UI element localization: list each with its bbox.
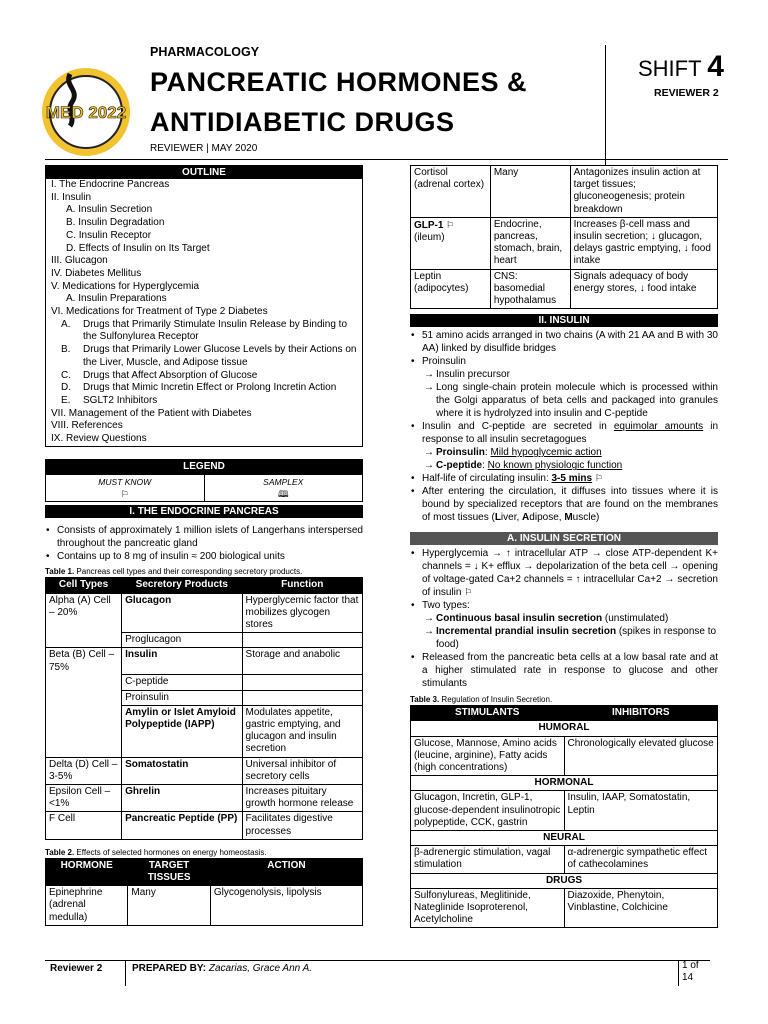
inhibitor-cell: Diazoxide, Phenytoin, Vinblastine, Colchicine	[564, 888, 718, 928]
outline-marker: A.	[61, 318, 71, 330]
text: Half-life of circulating insulin:	[422, 473, 552, 485]
outline-item: A. Insulin Preparations	[66, 293, 167, 305]
outline-marker: B.	[61, 344, 71, 356]
table-cell: Alpha (A) Cell – 20%	[46, 593, 122, 633]
table-cell: Cortisol (adrenal cortex)	[411, 166, 491, 218]
table-2-continued	[410, 165, 718, 309]
text: uscle)	[572, 512, 600, 524]
flag-icon: ⚐	[120, 489, 129, 500]
stimulant-cell: Glucose, Mannose, Amino acids (leucine, arginine), Fatty acids (high concentrations)	[411, 736, 565, 776]
section-2-bullets-c	[410, 472, 718, 524]
text: Incremental prandial insulin secretion	[436, 626, 617, 638]
table-row	[46, 812, 363, 839]
right-column	[410, 165, 718, 928]
table-3	[410, 705, 718, 928]
samplex-label: SAMPLEX	[263, 476, 304, 487]
outline-marker: D.	[61, 382, 71, 394]
table-cell: CNS: basomedial hypothalamus	[490, 269, 570, 309]
outline-item	[46, 382, 362, 395]
table-cell: Endocrine, pancreas, stomach, brain, heart	[490, 217, 570, 269]
legend-samplex	[204, 474, 363, 501]
caption-text: Effects of selected hormones on energy homeostasis.	[74, 847, 267, 857]
outline-marker: E.	[61, 394, 71, 406]
text: M	[564, 512, 573, 524]
subject-label: PHARMACOLOGY	[150, 45, 260, 59]
footer-separator	[678, 960, 679, 986]
outline-item: A. Insulin Secretion	[66, 204, 153, 216]
table-cell: Storage and anabolic	[242, 648, 362, 675]
table-cell: Increases β-cell mass and insulin secretion; ↓ glucagon, delays gastric emptying, ↓ food intake	[570, 217, 717, 269]
outline-marker: C.	[61, 369, 71, 381]
section-2a-bullets-b	[410, 651, 718, 690]
table-cell: Somatostatin	[122, 757, 242, 784]
column-header: Function	[242, 578, 362, 593]
table-cell	[411, 217, 491, 269]
header-divider	[45, 159, 728, 160]
table-header-row	[411, 706, 718, 721]
table-header-row	[46, 578, 363, 593]
table-2-caption	[45, 848, 363, 857]
reviewer-label: REVIEWER 2	[654, 87, 719, 99]
table-header-row	[46, 858, 363, 885]
outline-item: V. Medications for Hyperglycemia	[51, 280, 200, 292]
list-item	[410, 420, 718, 446]
table-row	[411, 166, 718, 218]
list-item	[410, 485, 718, 524]
outline-item	[46, 319, 362, 344]
group-header: HUMORAL	[411, 721, 718, 736]
table-cell: Many	[128, 886, 210, 926]
table-cell: Proinsulin	[122, 690, 242, 705]
text: in response to all insulin secretagogues	[422, 421, 719, 446]
section-2-bullets	[410, 329, 718, 368]
arrow-item: → C-peptide: No known physiologic function	[410, 459, 718, 472]
text: After entering the circulation, it diffuses into tissues where it is bound by specialized receptors that are found on the membranes of most tissues (	[422, 486, 718, 524]
table-cell: Ghrelin	[122, 784, 242, 811]
text: dipose,	[529, 512, 565, 524]
table-row	[411, 791, 718, 831]
text: L	[494, 512, 501, 524]
med-2022-logo	[40, 66, 132, 158]
title-line-2: ANTIDIABETIC DRUGS	[150, 107, 455, 137]
text: 3-5 mins	[551, 473, 593, 485]
arrow-item: → Proinsulin: Mild hypoglycemic action	[410, 446, 718, 459]
text: Mild hypoglycemic action	[490, 447, 602, 459]
section-2-heading: II. INSULIN	[410, 314, 718, 327]
table-cell: Universal inhibitor of secretory cells	[242, 757, 362, 784]
page-total: 14	[682, 972, 694, 983]
outline-item: III. Glucagon	[51, 255, 108, 267]
table-cell: Signals adequacy of body energy stores, ↓ food intake	[570, 269, 717, 309]
caption-text: Regulation of Insulin Secretion.	[439, 695, 553, 705]
inhibitor-cell: α-adrenergic sympathetic effect of cathecolamines	[564, 846, 718, 873]
table-1	[45, 577, 363, 839]
table-row	[46, 648, 363, 675]
document-date: REVIEWER | MAY 2020	[150, 143, 258, 154]
outline-item: IX. Review Questions	[51, 433, 147, 445]
group-header: HORMONAL	[411, 776, 718, 791]
text: equimolar amounts	[613, 421, 704, 433]
outline-box	[45, 165, 363, 447]
text: A	[522, 512, 530, 524]
outline-item	[46, 344, 362, 369]
arrow-item	[410, 625, 718, 651]
caption-bold: Table 3.	[410, 695, 440, 705]
flag-icon: ⚐	[443, 219, 455, 230]
shift-text: SHIFT	[638, 56, 702, 81]
table-cell: Insulin	[122, 648, 242, 675]
legend-heading: LEGEND	[46, 459, 363, 474]
table-row	[46, 705, 363, 757]
table-cell: Epinephrine (adrenal medulla)	[46, 886, 128, 926]
table-cell: Pancreatic Peptide (PP)	[122, 812, 242, 839]
page-text: 1 of	[682, 960, 699, 971]
section-2a-bullets	[410, 547, 718, 612]
table-row	[46, 675, 363, 690]
outline-item: D. Effects of Insulin on Its Target	[66, 242, 210, 254]
outline-heading: OUTLINE	[46, 166, 362, 179]
column-header: Cell Types	[46, 578, 122, 593]
column-header: HORMONE	[46, 858, 128, 885]
text: Hyperglycemia → ↑ intracellular ATP → close ATP-dependent K+ channels = ↓ K+ efflux → depolarization of the beta cell → opening of voltage-gated Ca+2 channels = ↑ intracellular Ca+2 → secretion of insulin	[422, 548, 718, 599]
table-cell: Glucagon	[122, 593, 242, 633]
table-cell: Epsilon Cell – <1%	[46, 784, 122, 811]
list-item: • Consists of approximately 1 million islets of Langerhans interspersed throughout the pancreatic gland	[45, 524, 363, 550]
outline-text: Drugs that Affect Absorption of Glucose	[83, 369, 258, 381]
table-cell: C-peptide	[122, 675, 242, 690]
table-3-caption	[410, 695, 718, 704]
outline-item: C. Insulin Receptor	[66, 229, 152, 241]
stimulant-cell: Sulfonylureas, Meglitinide, Nateglinide Isoproterenol, Acetylcholine	[411, 888, 565, 928]
table-row	[46, 886, 363, 926]
table-cell: Increases pituitary growth hormone release	[242, 784, 362, 811]
list-item: • 51 amino acids arranged in two chains (A with 21 AA and B with 30 AA) linked by disulfide bridges	[410, 329, 718, 355]
document-title	[150, 62, 527, 142]
left-column	[45, 165, 363, 926]
list-item: • Released from the pancreatic beta cells at a low basal rate and at a higher stimulated rate in response to glucose and other stimulants	[410, 651, 718, 690]
outline-item: VII. Management of the Patient with Diabetes	[51, 407, 252, 419]
table-group-row	[411, 873, 718, 888]
footer-page-number	[682, 960, 699, 984]
table-cell: Glycogenolysis, lipolysis	[210, 886, 362, 926]
shift-label	[638, 50, 724, 84]
hormone-source: (ileum)	[414, 232, 445, 244]
table-row	[46, 593, 363, 633]
outline-item: B. Insulin Degradation	[66, 217, 165, 229]
table-row	[411, 269, 718, 309]
section-2-bullets-b	[410, 420, 718, 446]
outline-text: Drugs that Primarily Stimulate Insulin Release by Binding to the Sulfonylurea Receptor	[83, 318, 348, 343]
table-cell	[46, 633, 122, 648]
table-group-row	[411, 831, 718, 846]
column-header: INHIBITORS	[564, 706, 718, 721]
table-cell: Many	[490, 166, 570, 218]
text: No known physiologic function	[487, 460, 623, 472]
table-2	[45, 858, 363, 926]
table-cell: Hyperglycemic factor that mobilizes glycogen stores	[242, 593, 362, 633]
list-item	[410, 547, 718, 599]
column-header: Secretory Products	[122, 578, 242, 593]
stimulant-cell: β-adrenergic stimulation, vagal stimulation	[411, 846, 565, 873]
table-row	[411, 736, 718, 776]
column-header: TARGET TISSUES	[128, 858, 210, 885]
table-cell: Facilitates digestive processes	[242, 812, 362, 839]
table-row	[46, 757, 363, 784]
table-cell: Antagonizes insulin action at target tissues; gluconeogenesis; protein breakdown	[570, 166, 717, 218]
outline-item: VIII. References	[51, 420, 123, 432]
group-header: NEURAL	[411, 831, 718, 846]
outline-item: I. The Endocrine Pancreas	[51, 179, 170, 190]
table-cell	[46, 690, 122, 705]
outline-item	[46, 395, 362, 408]
column-header: STIMULANTS	[411, 706, 565, 721]
list-item: • Contains up to 8 mg of insulin ≈ 200 biological units	[45, 550, 363, 563]
outline-item: VI. Medications for Treatment of Type 2 Diabetes	[51, 306, 268, 318]
footer-reviewer: Reviewer 2	[50, 963, 103, 974]
text: Continuous basal insulin secretion	[436, 613, 603, 625]
flag-icon: ⚐	[464, 587, 473, 598]
outline-item	[46, 370, 362, 383]
outline-list	[46, 179, 362, 446]
text: (spikes in response to food)	[436, 626, 717, 651]
table-group-row	[411, 776, 718, 791]
must-know-label: MUST KNOW	[98, 476, 152, 487]
group-header: DRUGS	[411, 873, 718, 888]
table-cell: Delta (D) Cell – 3-5%	[46, 757, 122, 784]
table-cell	[242, 675, 362, 690]
logo-text: MED 2022	[45, 103, 127, 122]
table-row	[46, 784, 363, 811]
outline-item: IV. Diabetes Mellitus	[51, 267, 142, 279]
outline-item: II. Insulin	[51, 191, 92, 203]
text: Proinsulin	[436, 447, 485, 459]
text: iver,	[500, 512, 523, 524]
stimulant-cell: Glucagon, Incretin, GLP-1, glucose-dependent insulinotropic polypeptide, CCK, gastrin	[411, 791, 565, 831]
book-icon: 🕮	[277, 489, 289, 500]
footer-divider	[45, 960, 710, 961]
section-1-bullets	[45, 524, 363, 563]
prepared-name: Zacarias, Grace Ann A.	[206, 963, 313, 974]
table-row	[411, 888, 718, 928]
table-row	[411, 846, 718, 873]
table-cell	[242, 690, 362, 705]
list-item: • Proinsulin	[410, 355, 718, 368]
title-line-1: PANCREATIC HORMONES &	[150, 67, 528, 97]
table-row	[411, 217, 718, 269]
text: C-peptide	[436, 460, 483, 472]
text: Insulin and C-peptide are secreted in	[422, 421, 614, 433]
footer-prepared-by	[132, 963, 312, 974]
section-2a-heading: A. INSULIN SECRETION	[410, 532, 718, 545]
table-cell: Beta (B) Cell – 75%	[46, 648, 122, 675]
table-row	[46, 690, 363, 705]
table-cell: F Cell	[46, 812, 122, 839]
table-cell	[46, 705, 122, 757]
inhibitor-cell: Insulin, IAAP, Somatostatin, Leptin	[564, 791, 718, 831]
table-cell	[46, 675, 122, 690]
hormone-name: GLP-1	[414, 219, 444, 231]
flag-icon: ⚐	[594, 473, 603, 484]
arrow-item: → Insulin precursor	[410, 368, 718, 381]
inhibitor-cell: Chronologically elevated glucose	[564, 736, 718, 776]
outline-text: SGLT2 Inhibitors	[83, 394, 158, 406]
caption-text: Pancreas cell types and their corresponding secretory products.	[74, 567, 303, 577]
table-cell: Proglucagon	[122, 633, 242, 648]
caption-bold: Table 1.	[45, 567, 75, 577]
arrow-item	[410, 612, 718, 625]
arrow-item: → Long single-chain protein molecule which is processed within the Golgi apparatus of beta cells and packaged into granules where it is hydrolyzed into insulin and C-peptide	[410, 381, 718, 420]
legend-must-know	[46, 474, 205, 501]
table-cell: Modulates appetite, gastric emptying, and glucagon and insulin secretion	[242, 705, 362, 757]
table-cell	[242, 633, 362, 648]
table-cell: Leptin (adipocytes)	[411, 269, 491, 309]
table-cell: Amylin or Islet Amyloid Polypeptide (IAPP)	[122, 705, 242, 757]
outline-text: Drugs that Mimic Incretin Effect or Prolong Incretin Action	[83, 382, 337, 394]
footer-separator	[125, 960, 126, 986]
prepared-label: PREPARED BY:	[132, 963, 207, 974]
shift-number: 4	[707, 50, 724, 83]
legend-table	[45, 459, 363, 503]
section-1-heading: I. THE ENDOCRINE PANCREAS	[45, 505, 363, 518]
outline-text: Drugs that Primarily Lower Glucose Levels by their Actions on the Liver, Muscle, and Adipose tissue	[83, 344, 357, 368]
table-group-row	[411, 721, 718, 736]
list-item: • Two types:	[410, 599, 718, 612]
caption-bold: Table 2.	[45, 847, 75, 857]
column-header: ACTION	[210, 858, 362, 885]
table-1-caption	[45, 567, 363, 576]
text: (unstimulated)	[602, 613, 669, 625]
table-row	[46, 633, 363, 648]
list-item	[410, 472, 718, 485]
